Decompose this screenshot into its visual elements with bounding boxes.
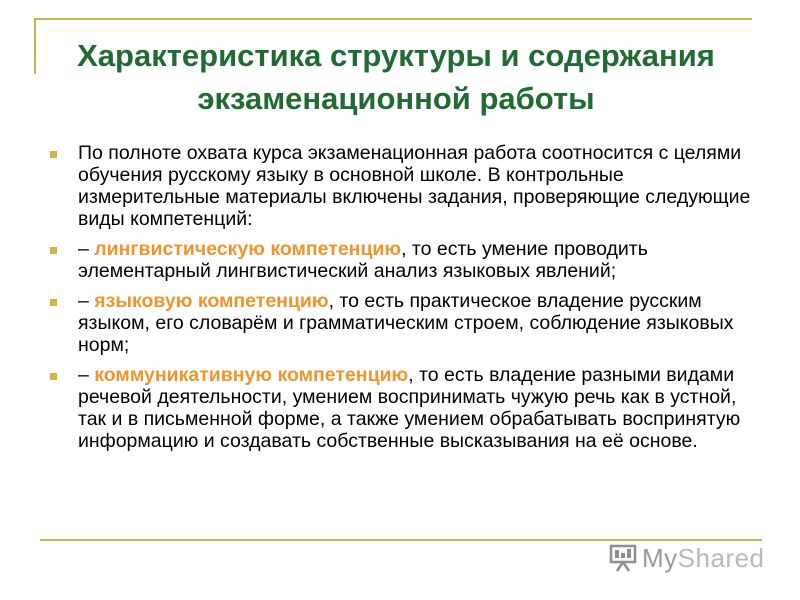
item-rest: , то есть умение проводить элементарный лингвистический анализ языковых явлений; — [78, 238, 648, 282]
bullet-list — [48, 142, 756, 460]
slide-title: Характеристика структуры и содержания экзаменационной работы — [77, 38, 715, 116]
logo-text: MyShared — [642, 542, 765, 573]
item-prefix: – — [78, 290, 95, 312]
bullet-icon — [50, 373, 57, 380]
item-highlight: языковую компетенцию — [94, 290, 329, 312]
item-highlight: коммуникативную компетенцию — [94, 364, 409, 386]
presentation-board-icon — [608, 543, 638, 573]
bullet-icon — [50, 151, 57, 158]
list-item — [48, 364, 756, 452]
list-item — [48, 290, 756, 356]
myshared-logo[interactable] — [608, 540, 768, 576]
item-text: По полноте охвата курса экзаменационная работа соотносится с целями обучения русскому языку в основной школе. В контрольные измерительные материалы включены задания, проверяющие следующие виды компетенций: — [78, 142, 751, 230]
bullet-icon — [50, 299, 57, 306]
item-rest: , то есть практическое владение русским языком, его словарём и грамматическим строем, соблюдение языковых норм; — [78, 290, 734, 356]
list-item — [48, 238, 756, 282]
top-rule — [34, 18, 752, 20]
left-rule — [34, 18, 36, 74]
item-rest: , то есть владение разными видами речевой деятельности, умением воспринимать чужую речь как в устной, так и в письменной форме, а также умением обрабатывать воспринятую информацию и создавать собственные высказывания на её основе. — [78, 364, 741, 452]
item-prefix: – — [78, 364, 95, 386]
item-prefix: – — [78, 238, 95, 260]
bullet-icon — [50, 247, 57, 254]
list-item — [48, 142, 756, 230]
item-highlight: лингвистическую компетенцию — [94, 238, 402, 260]
